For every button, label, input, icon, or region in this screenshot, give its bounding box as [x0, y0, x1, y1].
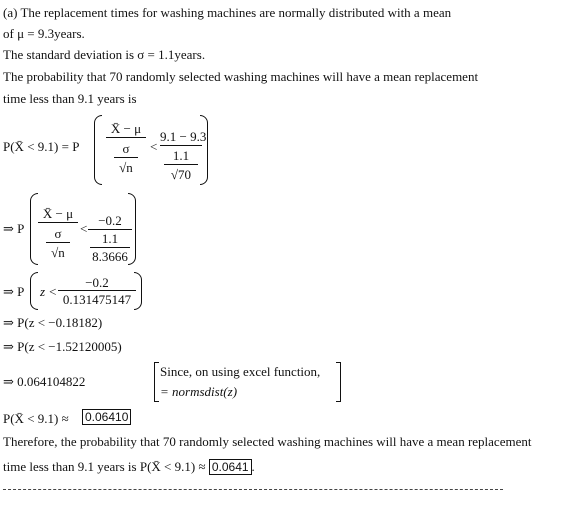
eq2-num-right: −0.2 [98, 213, 122, 228]
eq2-bar-left [38, 222, 78, 223]
eq1-den-right-bot: √70 [170, 167, 192, 182]
eq2-lt: < [80, 221, 88, 236]
eq1-bar-left-2 [114, 157, 138, 158]
eq6-note-1: Since, on using excel function, [160, 364, 321, 379]
conclusion-line-1: Therefore, the probability that 70 randomly selected washing machines will have a mean replacement [3, 434, 532, 449]
eq3-bar [58, 290, 136, 291]
eq1-den-left-top: σ [122, 141, 130, 156]
eq3-num: −0.2 [85, 275, 109, 290]
eq2-den-left-top: σ [54, 226, 62, 241]
intro-line-5: time less than 9.1 years is [3, 91, 137, 106]
eq2-bar-right [88, 229, 132, 230]
dashed-divider [3, 489, 503, 490]
eq2-close-paren [128, 193, 136, 265]
intro-line-1: (a) The replacement times for washing machines are normally distributed with a mean [3, 5, 452, 20]
eq1-num-right: 9.1 − 9.3 [160, 129, 207, 144]
equation-4: ⇒ P(z < −0.18182) [3, 315, 103, 330]
eq7-boxed-answer: 0.06410 [82, 409, 131, 425]
eq6-note-2: = normsdist(z) [160, 384, 238, 399]
eq6-bracket-right [336, 362, 341, 402]
eq3-den: 0.131475147 [62, 292, 132, 307]
eq1-bar-left [106, 137, 146, 138]
equation-5: ⇒ P(z < −1.52120005) [3, 339, 122, 354]
conclusion-period: . [251, 459, 255, 474]
eq6-bracket-left [154, 362, 159, 402]
intro-line-4: The probability that 70 randomly selected washing machines will have a mean replacement [3, 69, 479, 84]
eq1-den-left-bot: √n [119, 160, 133, 175]
eq1-den-right-top: 1.1 [172, 148, 190, 163]
conclusion-line-2-text: time less than 9.1 years is P(X̄ < 9.1) ≈ [3, 459, 206, 474]
eq1-lt: < [150, 139, 158, 154]
eq1-close-paren [200, 115, 208, 185]
intro-line-3: The standard deviation is σ = 1.1years. [3, 47, 206, 62]
eq3-z: z < [40, 284, 58, 299]
eq3-close-paren [134, 272, 142, 310]
eq1-num-left: X̄ − μ [110, 121, 142, 136]
eq2-den-right-bot: 8.3666 [92, 249, 128, 264]
eq1-bar-right [160, 145, 202, 146]
eq2-num-left: X̄ − μ [42, 206, 74, 221]
eq2-open-paren [30, 193, 38, 265]
eq1-lhs: P(X̄ < 9.1) = P [3, 139, 80, 154]
eq3-open-paren [30, 272, 38, 310]
eq3-arrow: ⇒ P [3, 284, 25, 299]
conclusion-line-2 [3, 459, 255, 475]
eq2-bar-right-2 [90, 247, 130, 248]
eq7-lhs: P(X̄ < 9.1) ≈ [3, 411, 69, 426]
conclusion-boxed-answer: 0.0641 [209, 459, 252, 475]
eq2-arrow: ⇒ P [3, 221, 25, 236]
eq1-open-paren [94, 115, 102, 185]
eq6-value: ⇒ 0.064104822 [3, 374, 86, 389]
intro-line-2: of μ = 9.3years. [3, 26, 85, 41]
eq2-den-right-top: 1.1 [101, 231, 119, 246]
eq2-bar-left-2 [46, 242, 70, 243]
eq1-bar-right-2 [164, 164, 198, 165]
eq2-den-left-bot: √n [51, 245, 65, 260]
